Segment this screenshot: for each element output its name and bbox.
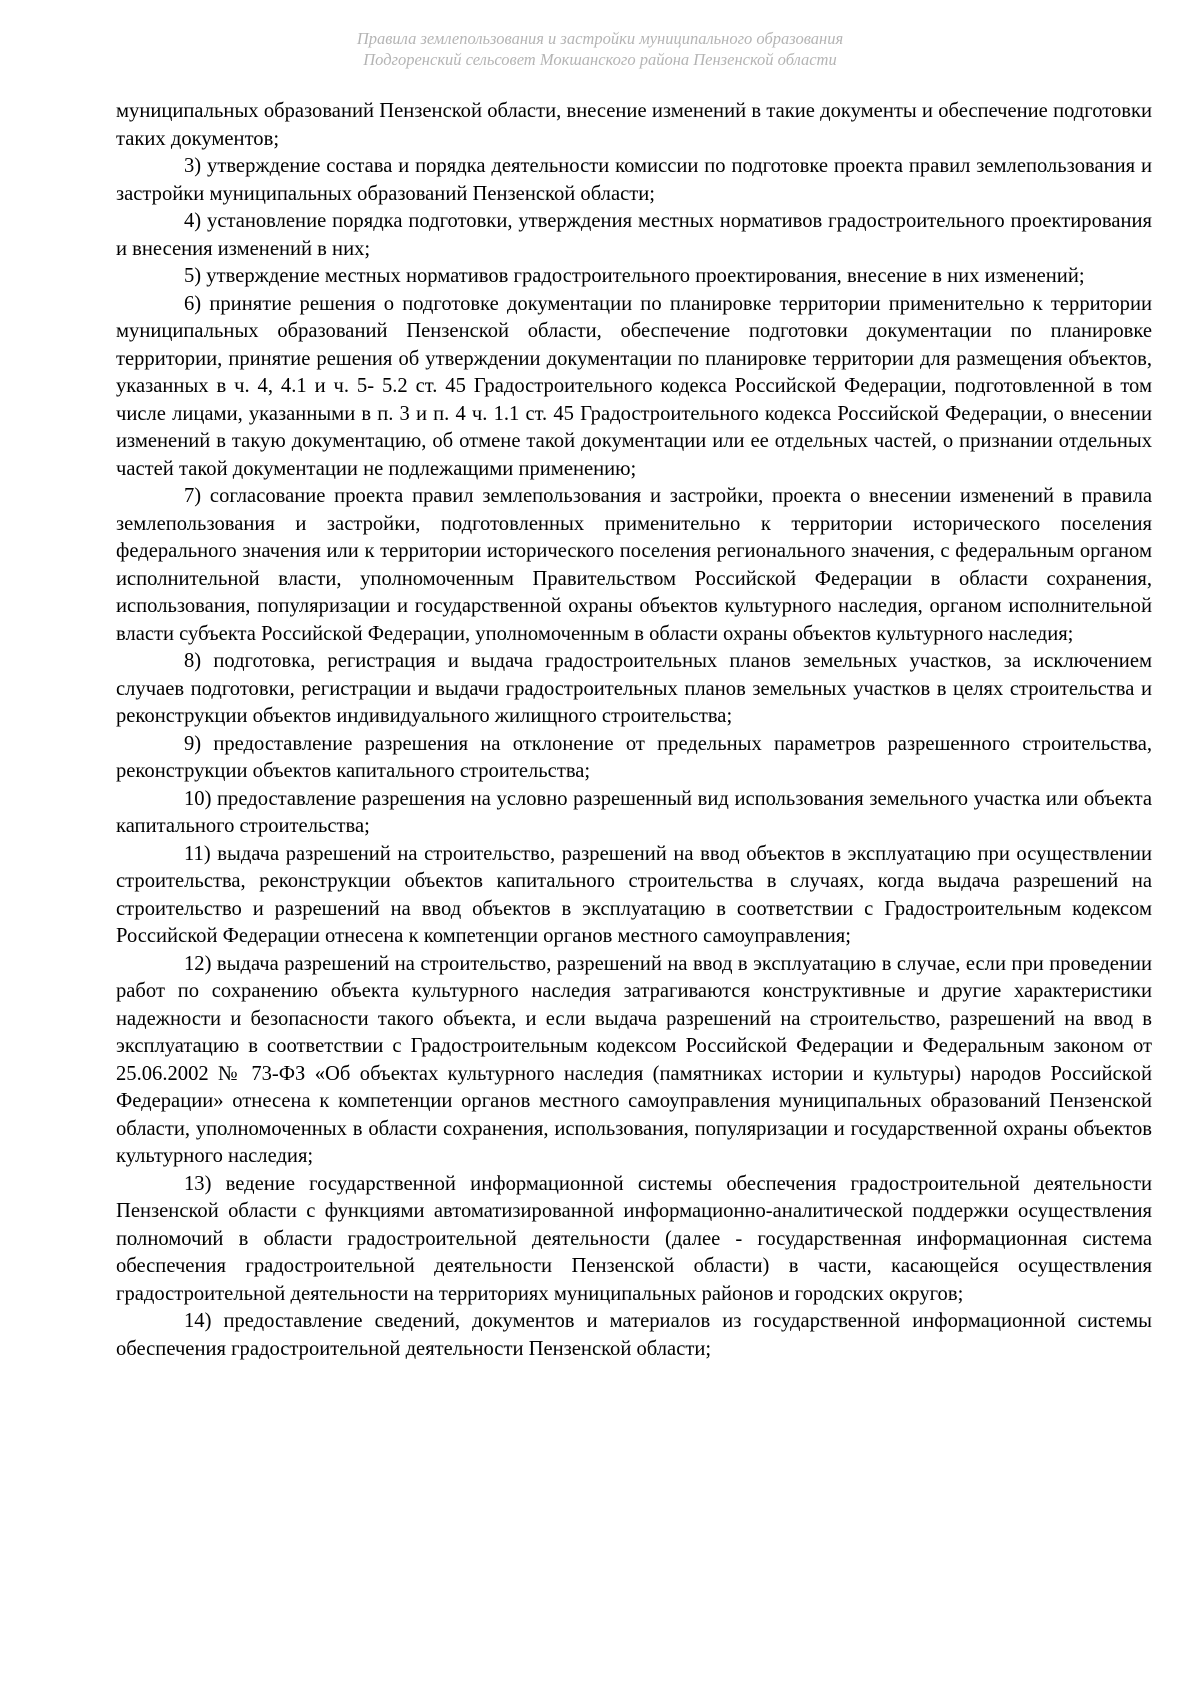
paragraph-item-6: 6) принятие решения о подготовке документации по планировке территории применительно к территории муниципальных образований Пензенской области, обеспечение подготовки документации по планировке территории, принятие решения об утверждении документации по планировке территории для размещения объектов, указанных в ч. 4, 4.1 и ч. 5- 5.2 ст. 45 Градостроительного кодекса Российской Федерации, подготовленной в том числе лицами, указанными в п. 3 и п. 4 ч. 1.1 ст. 45 Градостроительного кодекса Российской Федерации, о внесении изменений в такую документацию, об отмене такой документации или ее отдельных частей, о признании отдельных частей такой документации не подлежащими применению; xyxy=(116,292,1152,480)
paragraph-item-8: 8) подготовка, регистрация и выдача градостроительных планов земельных участков, за исключением случаев подготовки, регистрации и выдачи градостроительных планов земельных участков в целях строительства и реконструкции объектов индивидуального жилищного строительства; xyxy=(116,650,1152,727)
running-header-line-1: Правила землепользования и застройки муниципального образования xyxy=(356,29,844,48)
paragraph-item-5: 5) утверждение местных нормативов градостроительного проектирования, внесение в них изменений; xyxy=(184,265,1085,287)
paragraph-item-9: 9) предоставление разрешения на отклонение от предельных параметров разрешенного строительства, реконструкции объектов капитального строительства; xyxy=(116,732,1152,782)
paragraph-item-7: 7) согласование проекта правил землепользования и застройки, проекта о внесении изменений в правила землепользования и застройки, подготовленных применительно к территории исторического поселения федерального значения или к территории исторического поселения регионального значения, с федеральным органом исполнительной власти, уполномоченным Правительством Российской Федерации в области сохранения, использования, популяризации и государственной охраны объектов культурного наследия, органом исполнительной власти субъекта Российской Федерации, уполномоченным в области охраны объектов культурного наследия; xyxy=(116,485,1152,645)
paragraph-item-13: 13) ведение государственной информационной системы обеспечения градостроительной деятельности Пензенской области с функциями автоматизированной информационно-аналитической поддержки осуществления полномочий в области градостроительной деятельности (далее - государственная информационная система обеспечения градостроительной деятельности Пензенской области) в части, касающейся осуществления градостроительной деятельности на территориях муниципальных районов и городских округов; xyxy=(116,1172,1152,1305)
paragraph-item-4: 4) установление порядка подготовки, утверждения местных нормативов градостроительного проектирования и внесения изменений в них; xyxy=(116,210,1152,260)
paragraph-item-14: 14) предоставление сведений, документов и материалов из государственной информационной системы обеспечения градостроительной деятельности Пензенской области; xyxy=(116,1310,1152,1360)
running-header-line-2: Подгоренский сельсовет Мокшанского района Пензенской области xyxy=(363,50,837,69)
paragraph-item-11: 11) выдача разрешений на строительство, разрешений на ввод объектов в эксплуатацию при осуществлении строительства, реконструкции объектов капитального строительства в случаях, когда выдача разрешений на строительство и разрешений на ввод объектов в эксплуатацию в соответствии с Градостроительным кодексом Российской Федерации отнесена к компетенции органов местного самоуправления; xyxy=(116,842,1152,947)
document-body xyxy=(116,98,1152,1363)
paragraph-item-10: 10) предоставление разрешения на условно разрешенный вид использования земельного участка или объекта капитального строительства; xyxy=(116,787,1152,837)
paragraph-item-3: 3) утверждение состава и порядка деятельности комиссии по подготовке проекта правил землепользования и застройки муниципальных образований Пензенской области; xyxy=(116,155,1152,205)
running-header xyxy=(120,28,1080,70)
paragraph-continuation: муниципальных образований Пензенской области, внесение изменений в такие документы и обеспечение подготовки таких документов; xyxy=(116,100,1152,150)
paragraph-item-12: 12) выдача разрешений на строительство, разрешений на ввод в эксплуатацию в случае, если при проведении работ по сохранению объекта культурного наследия затрагиваются конструктивные и другие характеристики надежности и безопасности такого объекта, и если выдача разрешений на строительство, разрешений на ввод в эксплуатацию в соответствии с Градостроительным кодексом Российской Федерации и Федеральным законом от 25.06.2002 № 73-ФЗ «Об объектах культурного наследия (памятниках истории и культуры) народов Российской Федерации» отнесена к компетенции органов местного самоуправления муниципальных образований Пензенской области, уполномоченных в области сохранения, использования, популяризации и государственной охраны объектов культурного наследия; xyxy=(116,952,1152,1167)
